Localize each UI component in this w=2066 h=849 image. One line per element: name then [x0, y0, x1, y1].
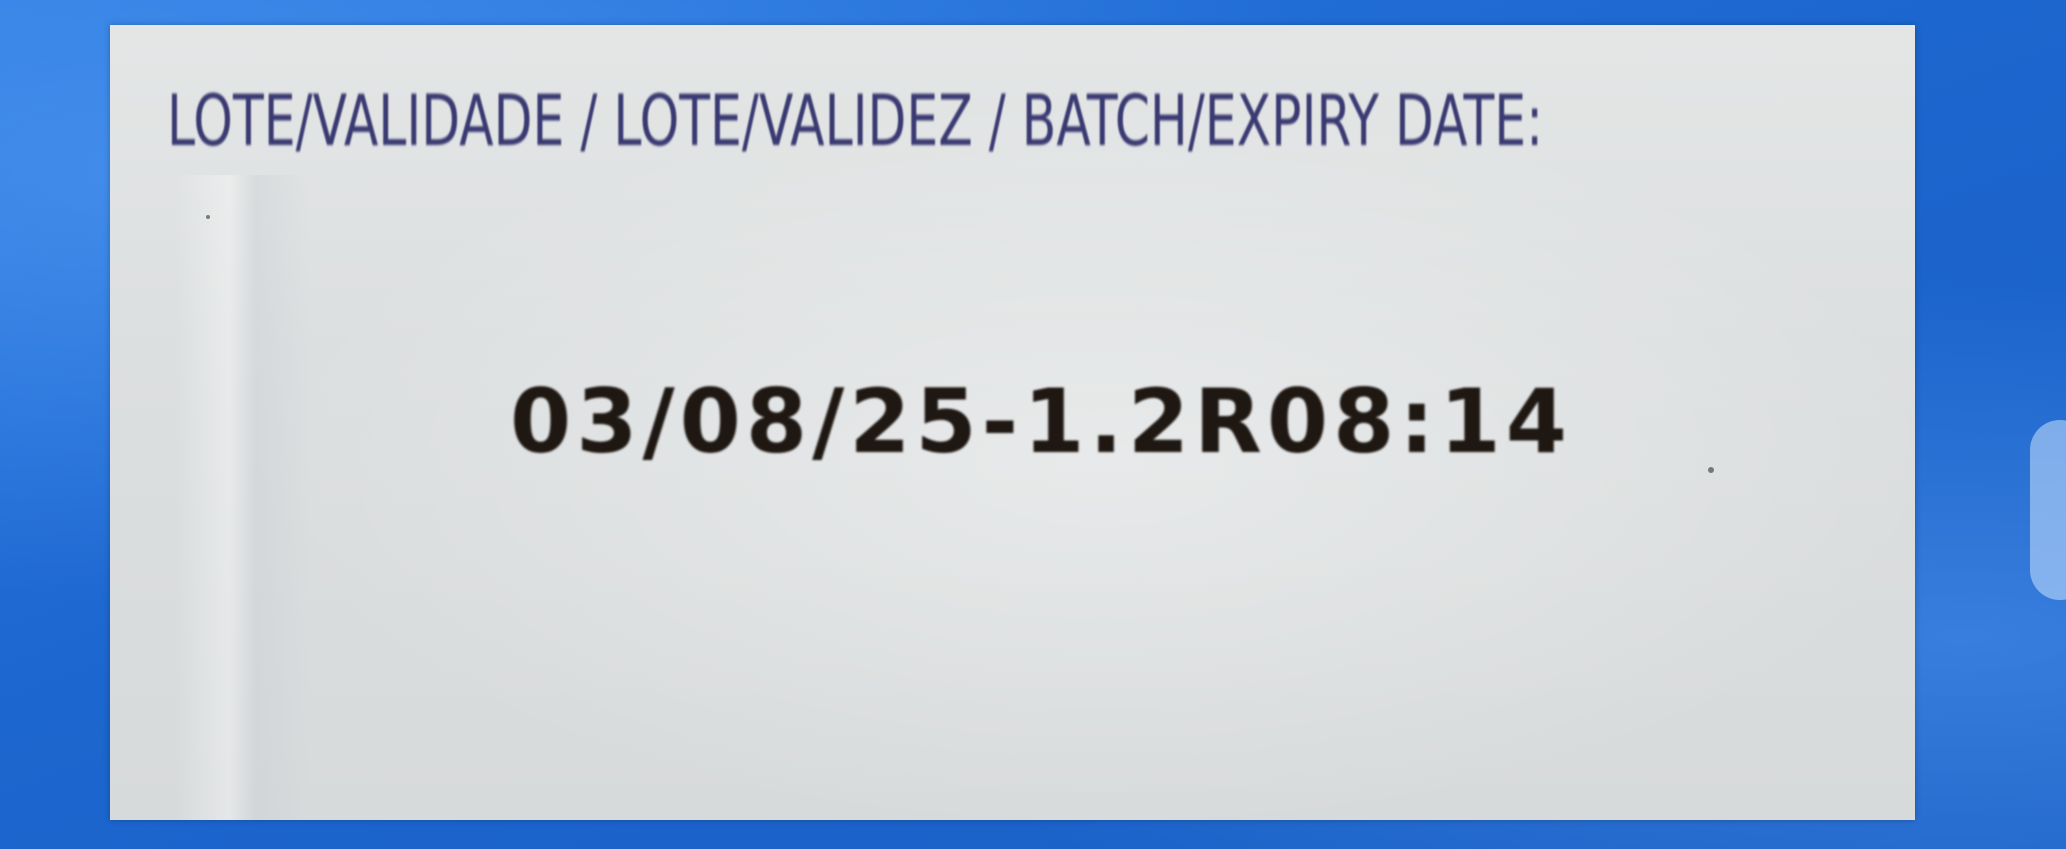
ink-speck: [206, 215, 210, 219]
label-seam: [175, 175, 310, 820]
packaging-print-fragment: [2030, 420, 2066, 600]
lot-expiry-code: 03/08/25-1.2R08:14: [510, 370, 1572, 473]
batch-expiry-label: [110, 25, 1915, 820]
ink-speck: [1708, 467, 1714, 473]
label-header: LOTE/VALIDADE / LOTE/VALIDEZ / BATCH/EXPIRY DATE:: [167, 80, 1544, 162]
